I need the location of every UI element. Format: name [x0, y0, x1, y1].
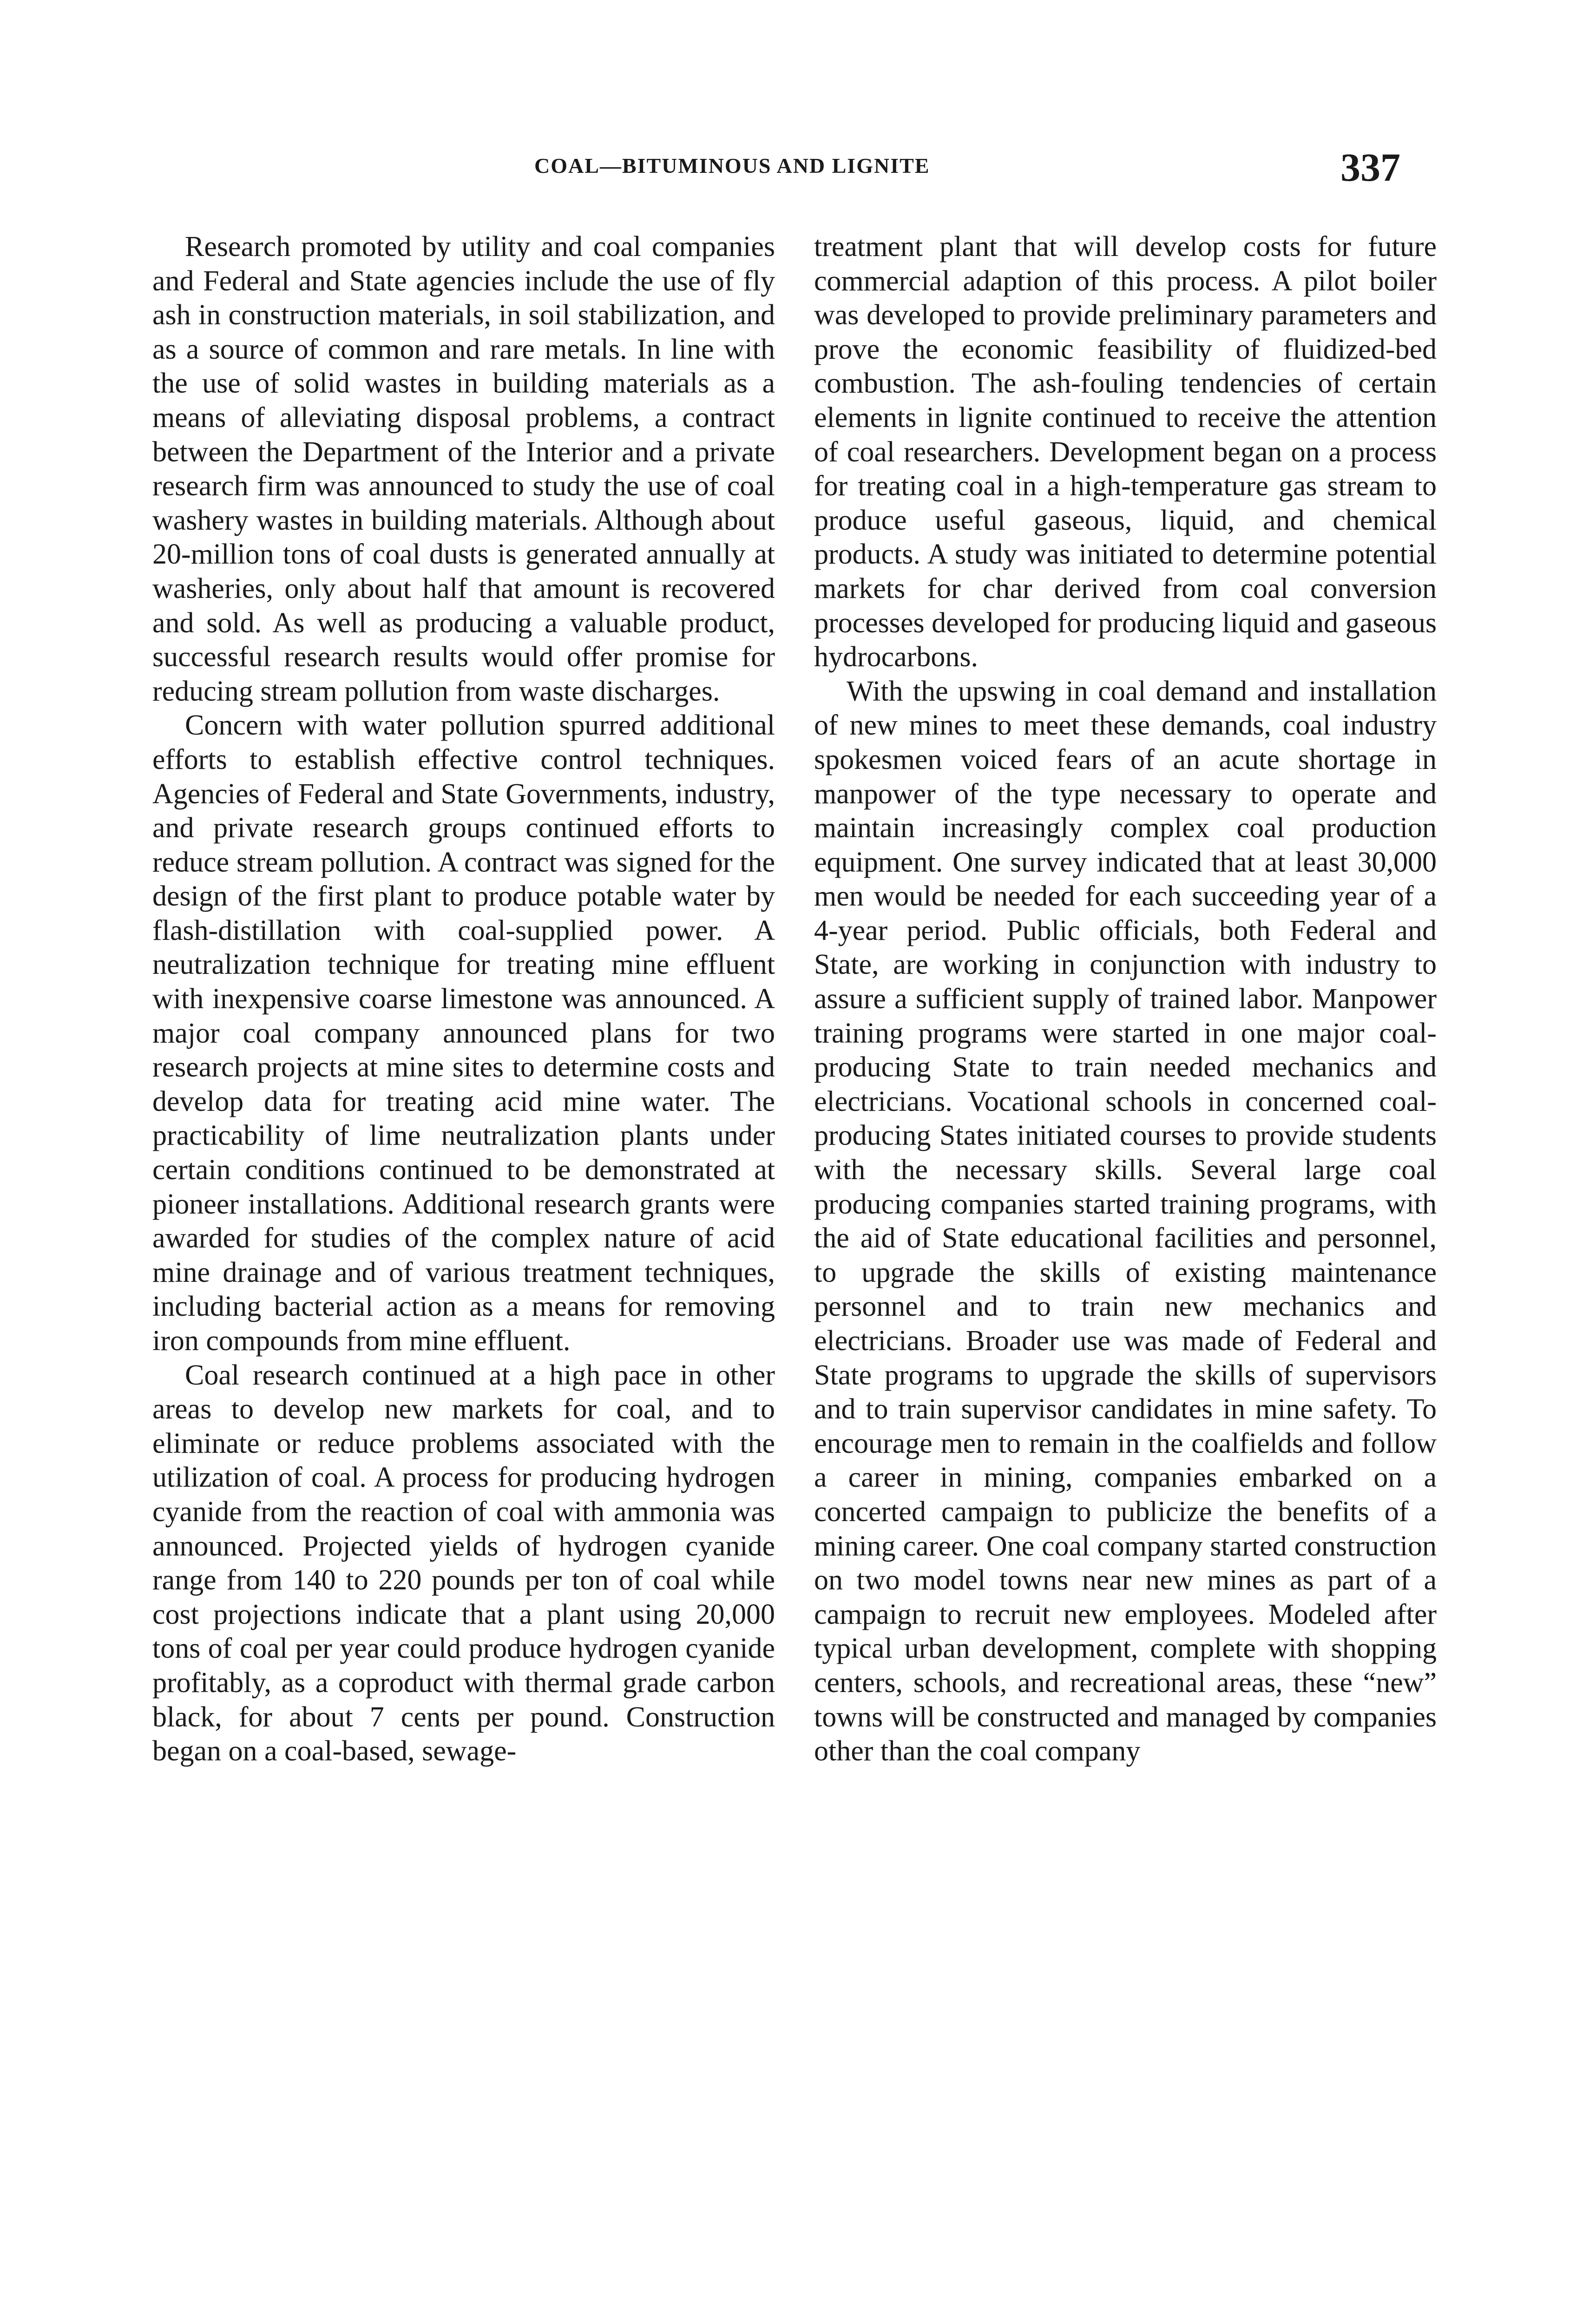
right-column: [814, 230, 1437, 1769]
running-head: COAL—BITUMINOUS AND LIGNITE: [534, 154, 930, 177]
paragraph-fly-ash-research: Research promoted by utility and coal companies and Federal and State agencies include the use of fly ash in construction materials, in soil stabilization, and as a source of common and rare metals. In line with the use of solid wastes in building materials as a means of alleviating disposal problems, a contract between the Department of the Interior and a private research firm was announced to study the use of coal washery wastes in building materials. Although about 20-million tons of coal dusts is generated annually at washeries, only about half that amount is recovered and sold. As well as producing a valuable product, successful research results would offer promise for reducing stream pollution from waste discharges.: [152, 231, 775, 707]
left-column: [152, 230, 775, 1769]
paragraph-water-pollution: Concern with water pollution spurred additional efforts to establish effective control techniques. Agencies of Federal and State Governments, industry, and private research groups continued efforts to reduce stream pollution. A contract was signed for the design of the first plant to produce potable water by flash-distillation with coal-supplied power. A neutralization technique for treating mine effluent with inexpensive coarse limestone was announced. A major coal company announced plans for two research projects at mine sites to determine costs and develop data for treating acid mine water. The practicability of lime neutralization plants under certain conditions continued to be demonstrated at pioneer installations. Additional research grants were awarded for studies of the complex nature of acid mine drainage and of various treatment techniques, including bacterial action as a means for removing iron compounds from mine effluent.: [152, 709, 775, 1357]
page-number: 337: [1340, 145, 1400, 190]
paragraph-treatment-plant-continued: treatment plant that will develop costs for future commercial adaption of this process. A pilot boiler was developed to provide preliminary parameters and prove the economic feasibility of fluidized-bed combustion. The ash-fouling tendencies of certain elements in lignite continued to receive the attention of coal researchers. Development began on a process for treating coal in a high-temperature gas stream to produce useful gaseous, liquid, and chemical products. A study was initiated to determine potential markets for char derived from coal conversion processes developed for producing liquid and gaseous hydrocarbons.: [814, 231, 1437, 673]
paragraph-coal-research: Coal research continued at a high pace in other areas to develop new markets for coal, and to eliminate or reduce problems associated with the utilization of coal. A process for producing hydrogen cyanide from the reaction of coal with ammonia was announced. Projected yields of hydrogen cyanide range from 140 to 220 pounds per ton of coal while cost projections indicate that a plant using 20,000 tons of coal per year could produce hydrogen cyanide profitably, as a coproduct with thermal grade carbon black, for about 7 cents per pound. Construction began on a coal-based, sewage-: [152, 1359, 775, 1767]
paragraph-manpower: With the upswing in coal demand and installation of new mines to meet these demands, coal industry spokesmen voiced fears of an acute shortage in manpower of the type necessary to operate and maintain increasingly complex coal production equipment. One survey indicated that at least 30,000 men would be needed for each succeeding year of a 4-year period. Public officials, both Federal and State, are working in conjunction with industry to assure a sufficient supply of trained labor. Manpower training programs were started in one major coal-producing State to train needed mechanics and electricians. Vocational schools in concerned coal-producing States initiated courses to provide students with the necessary skills. Several large coal producing companies started training programs, with the aid of State educational facilities and personnel, to upgrade the skills of existing maintenance personnel and to train new mechanics and electricians. Broader use was made of Federal and State programs to upgrade the skills of supervisors and to train supervisor candidates in mine safety. To encourage men to remain in the coalfields and follow a career in mining, companies embarked on a concerted campaign to publicize the benefits of a mining career. One coal company started construction on two model towns near new mines as part of a campaign to recruit new employees. Modeled after typical urban development, complete with shopping centers, schools, and recreational areas, these “new” towns will be constructed and managed by companies other than the coal company: [814, 675, 1437, 1767]
